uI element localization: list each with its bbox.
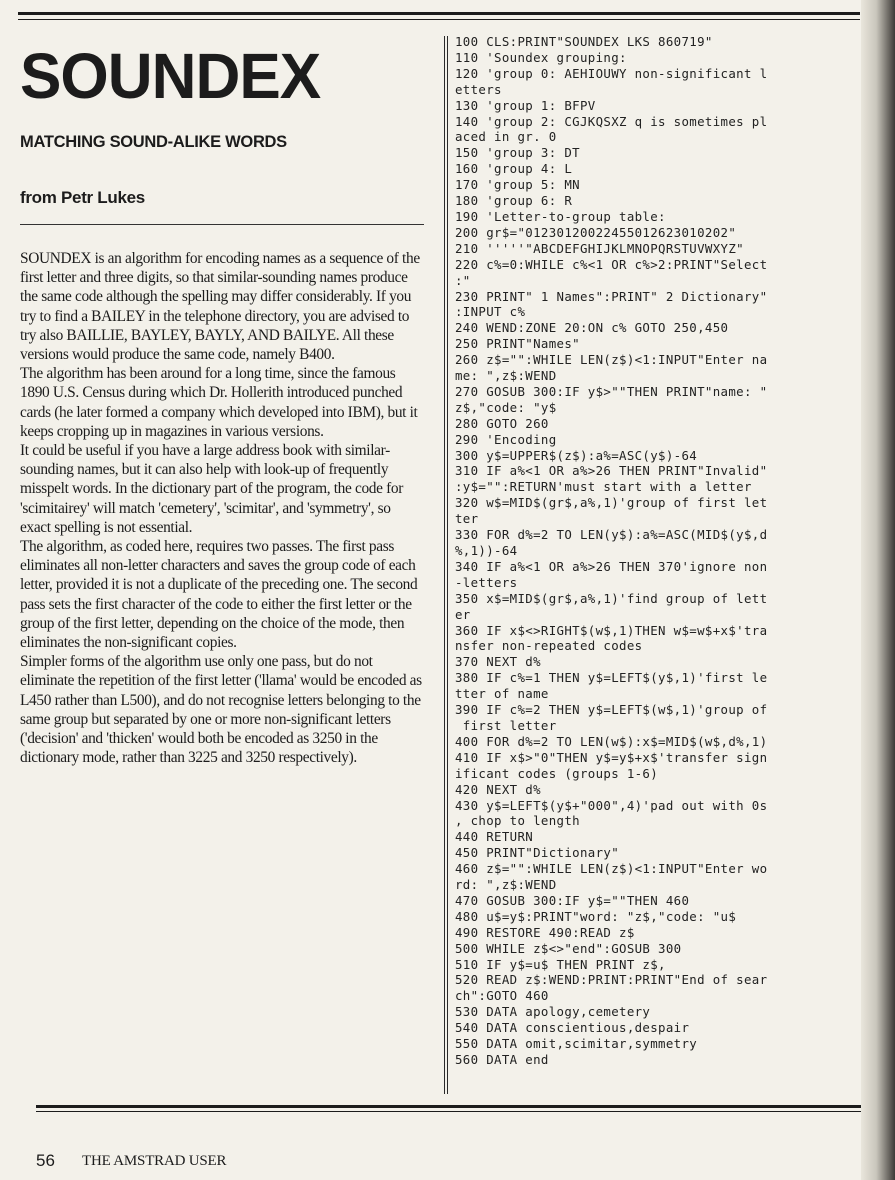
code-line: 290 'Encoding [455, 431, 557, 447]
code-line: 230 PRINT" 1 Names":PRINT" 2 Dictionary" [455, 288, 768, 304]
code-line: 280 GOTO 260 [455, 415, 549, 431]
code-line: ter [455, 511, 479, 527]
article-title: SOUNDEX [20, 40, 321, 112]
code-line: 190 'Letter-to-group table: [455, 208, 666, 224]
code-line: me: ",z$:WEND [455, 368, 557, 384]
code-line: 550 DATA omit,scimitar,symmetry [455, 1036, 698, 1052]
body-paragraph: SOUNDEX is an algorithm for encoding names as a sequence of the first letter and three digits, so that similar-sounding names produce the same code although the spelling may differ considerably. If you try to find a BAILEY in the telephone directory, you are advised to try also BAILLIE, BAYLEY, BAYLY, AND BAILYE. All these versions would produce the same code, namely B400. [20, 250, 420, 364]
top-rule-thin [18, 19, 860, 20]
code-line: 530 DATA apology,cemetery [455, 1004, 651, 1020]
code-line: 100 CLS:PRINT"SOUNDEX LKS 860719" [455, 34, 713, 49]
code-line: aced in gr. 0 [455, 129, 557, 145]
column-divider [444, 36, 445, 1094]
body-paragraph: It could be useful if you have a large address book with similar-sounding names, but it can also help with look-up of frequently misspelt words. In the dictionary part of the program, the code for 'scimitairey' will match 'cemetery', 'scimitar', and 'symmetry', so exact spelling is not essential. [20, 442, 404, 536]
code-line: rd: ",z$:WEND [455, 877, 557, 893]
code-line: 260 z$="":WHILE LEN(z$)<1:INPUT"Enter na [455, 352, 768, 368]
code-line: 180 'group 6: R [455, 193, 573, 209]
code-line: 220 c%=0:WHILE c%<1 OR c%>2:PRINT"Select [455, 256, 768, 272]
body-paragraph: Simpler forms of the algorithm use only one pass, but do not eliminate the repetition of the first letter ('llama' would be encoded as L450 rather than L500), and do not recognise letters belonging to the same group but separated by one or more non-significant letters ('decision' and 'thicken' would both be encoded as 3250 in the dictionary mode, rather than 3225 and 3250 respectively). [20, 653, 422, 767]
code-line: 540 DATA conscientious,despair [455, 1020, 690, 1036]
code-line: 370 NEXT d% [455, 654, 541, 670]
article-subtitle: MATCHING SOUND-ALIKE WORDS [20, 133, 287, 151]
bottom-rule-thick [36, 1105, 881, 1108]
code-line: 520 READ z$:WEND:PRINT:PRINT"End of sear [455, 972, 768, 988]
column-divider [447, 36, 448, 1094]
code-line: 460 z$="":WHILE LEN(z$)<1:INPUT"Enter wo [455, 861, 768, 877]
code-line: 130 'group 1: BFPV [455, 97, 596, 113]
code-line: 120 'group 0: AEHIOUWY non-significant l [455, 65, 768, 81]
code-line: 320 w$=MID$(gr$,a%,1)'group of first let [455, 495, 768, 511]
code-line: 270 GOSUB 300:IF y$>""THEN PRINT"name: " [455, 383, 768, 399]
basic-program-listing [455, 34, 865, 1068]
code-line: 160 'group 4: L [455, 161, 573, 177]
code-line: z$,"code: "y$ [455, 399, 557, 415]
code-line: 150 'group 3: DT [455, 145, 580, 161]
code-line: tter of name [455, 686, 549, 702]
code-line: ificant codes (groups 1-6) [455, 765, 659, 781]
code-line: 240 WEND:ZONE 20:ON c% GOTO 250,450 [455, 320, 729, 336]
code-line: -letters [455, 574, 518, 590]
code-line: er [455, 606, 471, 622]
code-line: 420 NEXT d% [455, 781, 541, 797]
code-line: 250 PRINT"Names" [455, 336, 580, 352]
article-byline: from Petr Lukes [20, 188, 145, 207]
code-line: 440 RETURN [455, 829, 534, 845]
page-binding-shadow [861, 0, 895, 1180]
code-line: 110 'Soundex grouping: [455, 49, 627, 65]
code-line: 140 'group 2: CGJKQSXZ q is sometimes pl [455, 113, 768, 129]
code-line: 560 DATA end [455, 1052, 549, 1067]
code-line: 510 IF y$=u$ THEN PRINT z$, [455, 956, 666, 972]
code-line: 470 GOSUB 300:IF y$=""THEN 460 [455, 892, 690, 908]
body-paragraph: The algorithm has been around for a long time, since the famous 1890 U.S. Census during which Dr. Hollerith introduced punched cards (he later formed a company which developed into IBM), but it keeps cropping up in magazines in various versions. [20, 365, 418, 440]
code-line: first letter [455, 717, 557, 733]
code-line: 500 WHILE z$<>"end":GOSUB 300 [455, 940, 682, 956]
code-line: 480 u$=y$:PRINT"word: "z$,"code: "u$ [455, 908, 737, 924]
code-line: 490 RESTORE 490:READ z$ [455, 924, 635, 940]
code-line: 380 IF c%=1 THEN y$=LEFT$(y$,1)'first le [455, 670, 768, 686]
code-line: 400 FOR d%=2 TO LEN(w$):x$=MID$(w$,d%,1) [455, 733, 768, 749]
code-line: etters [455, 81, 502, 97]
code-line: 360 IF x$<>RIGHT$(w$,1)THEN w$=w$+x$'tra [455, 622, 768, 638]
code-line: 430 y$=LEFT$(y$+"000",4)'pad out with 0s [455, 797, 768, 813]
top-rule-thick [18, 12, 860, 15]
code-line: 410 IF x$>"0"THEN y$=y$+x$'transfer sign [455, 749, 768, 765]
code-line: 300 y$=UPPER$(z$):a%=ASC(y$)-64 [455, 447, 698, 463]
code-line: 390 IF c%=2 THEN y$=LEFT$(w$,1)'group of [455, 702, 768, 718]
body-paragraph: The algorithm, as coded here, requires two passes. The first pass eliminates all non-letter characters and saves the group code of each letter, provided it is not a duplicate of the preceding one. The second pass sets the first character of the code to either the first letter or the group of the first letter, depending on the choice of the mode, then eliminates the non-significant copies. [20, 538, 418, 652]
code-line: , chop to length [455, 813, 580, 829]
code-line: nsfer non-repeated codes [455, 638, 643, 654]
code-line: 330 FOR d%=2 TO LEN(y$):a%=ASC(MID$(y$,d [455, 527, 768, 543]
code-line: 200 gr$="01230120022455012623010202" [455, 224, 737, 240]
code-line: %,1))-64 [455, 543, 518, 558]
article-body [20, 249, 422, 767]
page-number: 56 [36, 1151, 55, 1170]
code-line: 310 IF a%<1 OR a%>26 THEN PRINT"Invalid" [455, 463, 768, 479]
code-line: :INPUT c% [455, 304, 526, 320]
code-line: ch":GOTO 460 [455, 988, 549, 1004]
code-line: :" [455, 272, 471, 288]
code-line: 350 x$=MID$(gr$,a%,1)'find group of lett [455, 590, 768, 606]
code-line: 210 '''''"ABCDEFGHIJKLMNOPQRSTUVWXYZ" [455, 240, 744, 256]
code-line: 340 IF a%<1 OR a%>26 THEN 370'ignore non [455, 558, 768, 574]
bottom-rule-thin [36, 1111, 881, 1112]
code-line: :y$="":RETURN'must start with a letter [455, 479, 752, 495]
code-line: 170 'group 5: MN [455, 177, 580, 193]
code-line: 450 PRINT"Dictionary" [455, 845, 620, 861]
byline-divider [20, 224, 424, 225]
magazine-name: THE AMSTRAD USER [82, 1153, 227, 1169]
